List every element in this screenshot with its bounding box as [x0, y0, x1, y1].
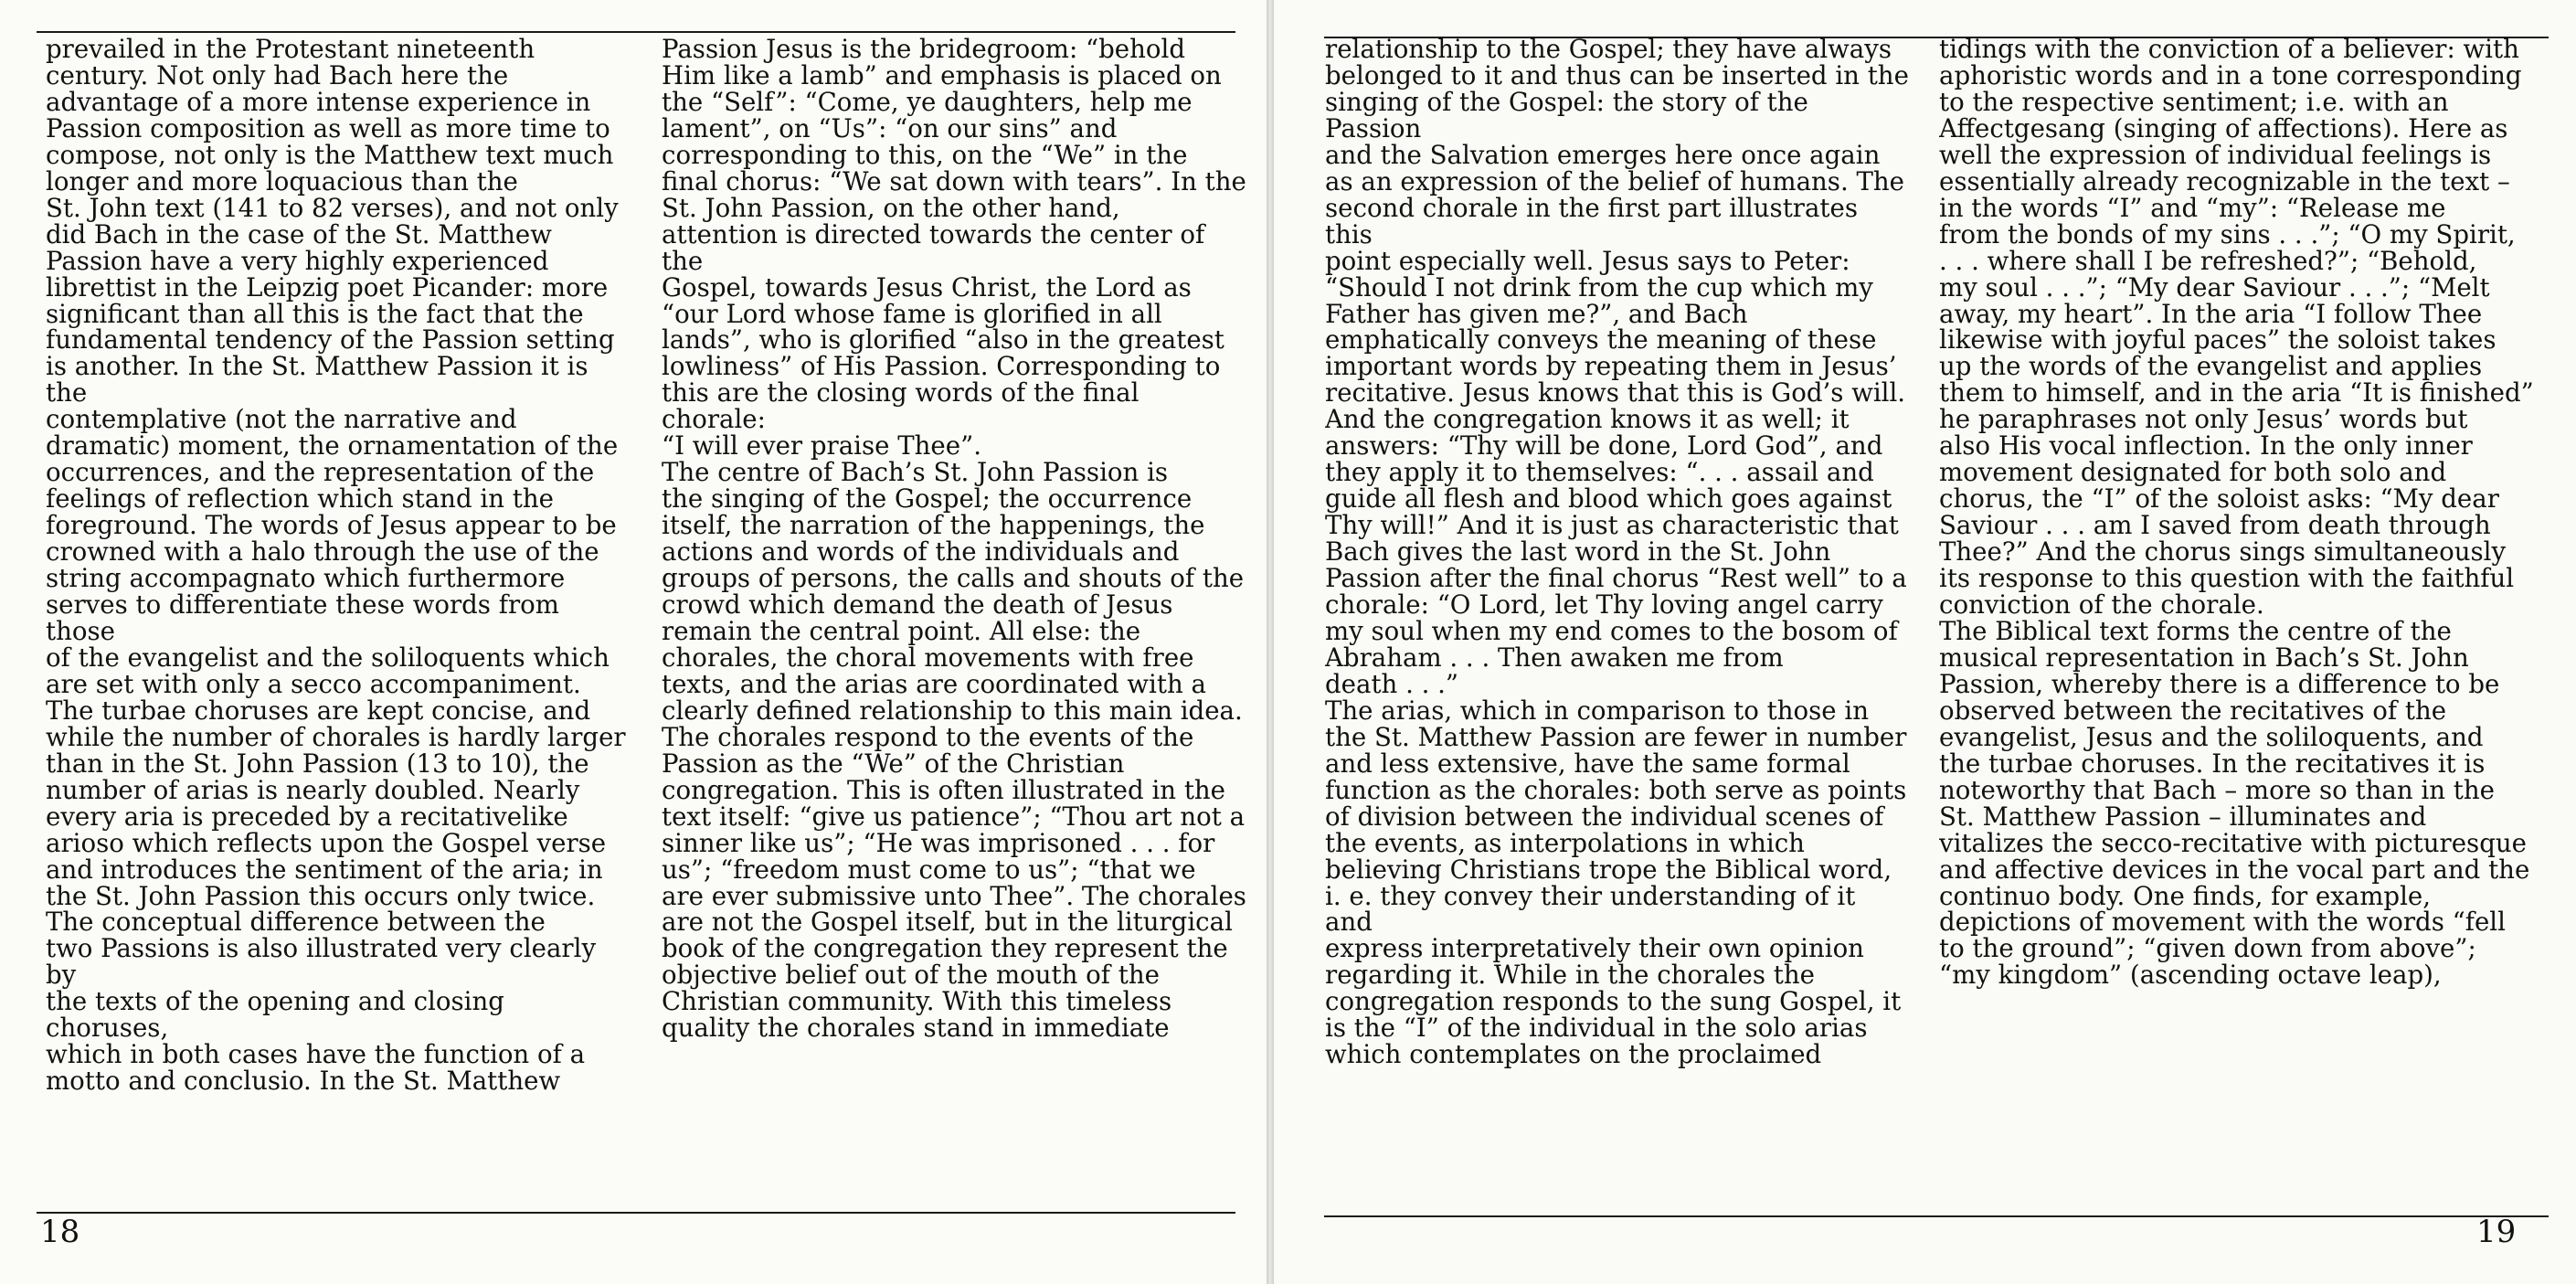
- left-page: [0, 0, 1267, 1284]
- right-page-column-2: tidings with the conviction of a believer: with aphoristic words and in a tone corresponding to the respective sentiment; i.e. with an Affectgesang (singing of affections). Here as well the expression of individual feelings is essentially already recognizable in the text – in the words “I” and “my”: “Release me from the bonds of my sins . . .”; “O my Spirit, . . . where shall I be refreshed?”; “Behold, my soul . . .”; “My dear Saviour . . .”; “Melt away, my heart”. In the aria “I follow Thee likewise with joyful paces” the soloist takes up the words of the evangelist and applies them to himself, and in the aria “It is finished” he paraphrases not only Jesus’ words but also His vocal inflection. In the only inner movement designated for both solo and chorus, the “I” of the soloist asks: “My dear Saviour . . . am I saved from death through Thee?” And the chorus sings simultaneously its response to this question with the faithful conviction of the chorale. The Biblical text forms the centre of the musical representation in Bach’s St. John Passion, whereby there is a difference to be observed between the recitatives of the evangelist, Jesus and the soliloquents, and the turbae choruses. In the recitatives it is noteworthy that Bach – more so than in the St. Matthew Passion – illuminates and vitalizes the secco-recitative with picturesque and affective devices in the vocal part and the continuo body. One finds, for example, depictions of movement with the words “fell to the ground”; “given down from above”; “my kingdom” (ascending octave leap),: [1939, 37, 2534, 990]
- bottom-rule: [37, 1212, 1235, 1214]
- top-rule: [37, 31, 1235, 33]
- book-gutter: [1267, 0, 1274, 1284]
- left-page-column-1: prevailed in the Protestant nineteenth century. Not only had Bach here the advantage of a more intense experience in Passion composition as well as more time to compose, not only is the Matthew text much longer and more loquacious than the St. John text (141 to 82 verses), and not only did Bach in the case of the St. Matthew Passion have a very highly experienced librettist in the Leipzig poet Picander: more significant than all this is the fact that the fundamental tendency of the Passion setting is another. In the St. Matthew Passion it is the contemplative (not the narrative and dramatic) moment, the ornamentation of the occurrences, and the representation of the feelings of reflection which stand in the foreground. The words of Jesus appear to be crowned with a halo through the use of the string accompagnato which furthermore serves to differentiate these words from those of the evangelist and the soliloquents which are set with only a secco accompaniment. The turbae choruses are kept concise, and while the number of chorales is hardly larger than in the St. John Passion (13 to 10), the number of arias is nearly doubled. Nearly every aria is preceded by a recitativelike arioso which reflects upon the Gospel verse and introduces the sentiment of the aria; in the St. John Passion this occurs only twice. The conceptual difference between the two Passions is also illustrated very clearly by the texts of the opening and closing choruses, which in both cases have the function of a motto and conclusio. In the St. Matthew: [46, 37, 626, 1096]
- page-number: 18: [40, 1214, 80, 1250]
- bottom-rule: [1324, 1215, 2549, 1217]
- left-page-column-2: Passion Jesus is the bridegroom: “behold Him like a lamb” and emphasis is placed on the “Self”: “Come, ye daughters, help me lament”, on “Us”: “on our sins” and corresponding to this, on the “We” in the final chorus: “We sat down with tears”. In the St. John Passion, on the other hand, attention is directed towards the center of the Gospel, towards Jesus Christ, the Lord as “our Lord whose fame is glorified in all lands”, who is glorified “also in the greatest lowliness” of His Passion. Corresponding to this are the closing words of the final chorale: “I will ever praise Thee”. The centre of Bach’s St. John Passion is the singing of the Gospel; the occurrence itself, the narration of the happenings, the actions and words of the individuals and groups of persons, the calls and shouts of the crowd which demand the death of Jesus remain the central point. All else: the chorales, the choral movements with free texts, and the arias are coordinated with a clearly defined relationship to this main idea. The chorales respond to the events of the Passion as the “We” of the Christian congregation. This is often illustrated in the text itself: “give us patience”; “Thou art not a sinner like us”; “He was imprisoned . . . for us”; “freedom must come to us”; “that we are ever submissive unto Thee”. The chorales are not the Gospel itself, but in the liturgical book of the congregation they represent the objective belief out of the mouth of the Christian community. With this timeless quality the chorales stand in immediate: [662, 37, 1246, 1043]
- right-page-column-1: relationship to the Gospel; they have always belonged to it and thus can be inserted in the singing of the Gospel: the story of the Passion and the Salvation emerges here once again as an expression of the belief of humans. The second chorale in the first part illustrates this point especially well. Jesus says to Peter: “Should I not drink from the cup which my Father has given me?”, and Bach emphatically conveys the meaning of these important words by repeating them in Jesus’ recitative. Jesus knows that this is God’s will. And the congregation knows it as well; it answers: “Thy will be done, Lord God”, and they apply it to themselves: “. . . assail and guide all flesh and blood which goes against Thy will!” And it is just as characteristic that Bach gives the last word in the St. John Passion after the final chorus “Rest well” to a chorale: “O Lord, let Thy loving angel carry my soul when my end comes to the bosom of Abraham . . . Then awaken me from death . . .” The arias, which in comparison to those in the St. Matthew Passion are fewer in number and less extensive, have the same formal function as the chorales: both serve as points of division between the individual scenes of the events, as interpolations in which believing Christians trope the Biblical word, i. e. they convey their understanding of it and express interpretatively their own opinion regarding it. While in the chorales the congregation responds to the sung Gospel, it is the “I” of the individual in the solo arias which contemplates on the proclaimed: [1325, 37, 1909, 1069]
- page-number: 19: [2476, 1214, 2517, 1250]
- right-page: [1274, 0, 2576, 1284]
